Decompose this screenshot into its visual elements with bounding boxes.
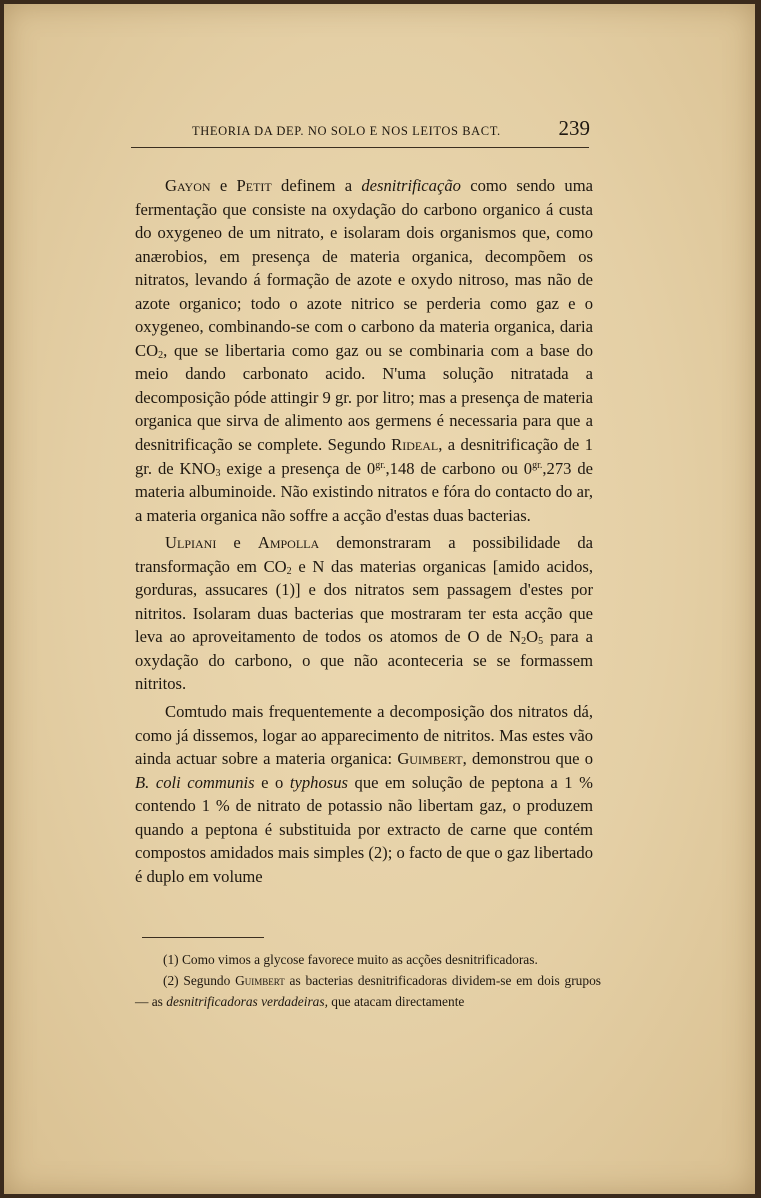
author-guimbert-note: Guimbert (235, 973, 285, 988)
text-run: que atacam directamente (327, 994, 465, 1009)
footnote-rule (142, 937, 264, 938)
text-run: e o (254, 772, 290, 792)
subscript: 2 (286, 565, 292, 577)
text-run: e (216, 533, 258, 553)
subscript: 5 (538, 636, 544, 648)
paragraph-2 (135, 531, 593, 696)
subscript: 3 (215, 467, 221, 479)
term-desnitrificacao: desnitrificação (361, 176, 461, 195)
page-number: 239 (558, 116, 590, 140)
text-run: as bacterias desnitrificadoras dividem-se em dois grupos — as (135, 973, 601, 1009)
header-rule (131, 147, 589, 148)
text-run: , demonstrou que o (462, 749, 594, 769)
superscript: gr. (532, 459, 543, 471)
superscript: gr. (375, 459, 386, 471)
paragraph-1 (135, 174, 593, 527)
text-run: demonstraram a possibilidade da transformação em CO (135, 533, 593, 576)
text-run: , que se libertaria como gaz ou se combinaria com a base do meio dando carbonato acido. N'uma solução nitratada a decomposição póde attingir 9 gr. por litro; mas a presença de materia organica que sirva de alimento aos germens é necessaria para que a desnitrificação se complete. Segundo (135, 340, 594, 455)
text-run: e N das materias organicas [amido acidos, gorduras, assucares (1)] e dos nitratos sem passagem d'estes por nitritos. Isolaram duas bacterias que mostraram ter esta acção que leva ao aproveitamento de todos os atomos de O de N (135, 556, 593, 647)
author-gayon: Gayon (165, 176, 211, 195)
paragraph-3 (135, 700, 593, 888)
author-ulpiani: Ulpiani (165, 533, 217, 553)
text-run: O (526, 627, 539, 647)
footnote-1: (1) Como vimos a glycose favorece muito as acções desnitrificadoras. (163, 952, 538, 967)
text-run: que em solução de peptona a 1 % contendo 1 % de nitrato de potassio não libertam gaz, o produzem quando a peptona é substituida por extracto de carne que contém compostos amidados mais simples (2); o facto de que o gaz libertado é duplo em volume (135, 772, 593, 886)
text-run: exige a presença de 0 (220, 458, 376, 478)
author-ampolla: Ampolla (257, 533, 320, 553)
text-run: para a oxydação do carbono, o que não aconteceria se se formassem nitritos. (135, 627, 594, 694)
text-run: ,273 de materia albuminoide. Não existindo nitratos e fóra do contacto do ar, a materia organica não soffre a acção d'estas duas bacterias. (135, 458, 593, 525)
text-run: definem a (271, 176, 362, 195)
species-b-coli: B. coli communis (135, 772, 255, 792)
running-header (192, 116, 590, 146)
text-run: e (210, 176, 237, 195)
author-petit: Petit (236, 176, 272, 195)
term-desnitrificadoras: desnitrificadoras verdadeiras, (166, 994, 328, 1009)
subscript: 2 (521, 636, 527, 648)
text-run: como sendo uma fermentação que consiste na oxydação do carbono organico á custa do oxygeneo de um nitrato, e isolaram dois organismos que, como anærobios, em presença de materia organica, decompõem os nitratos, levando á formação de azote e oxydo nitroso, mas não de azote organico; todo o azote nitrico se perderia como gaz e o oxygeneo, combinando-se com o carbono da materia organica, daria CO (135, 176, 593, 360)
author-guimbert: Guimbert (397, 749, 463, 769)
text-run: ,148 de carbono ou 0 (385, 458, 533, 478)
subscript: 2 (158, 349, 164, 361)
species-typhosus: typhosus (289, 772, 348, 792)
running-title: THEORIA DA DEP. NO SOLO E NOS LEITOS BACT. (192, 124, 501, 138)
text-run: Comtudo mais frequentemente a decomposição dos nitratos dá, como já dissemos, logar ao apparecimento de nitritos. Mas estes vão ainda actuar sobre a materia organica: (135, 702, 593, 769)
author-rideal: Rideal (391, 435, 439, 455)
book-page (4, 4, 755, 1194)
text-run: (2) Segundo (163, 973, 236, 988)
body-text (135, 174, 593, 892)
footnotes (135, 949, 601, 1012)
text-run: , a desnitrificação de 1 gr. de KNO (135, 435, 593, 478)
footnote-2 (135, 970, 601, 1012)
